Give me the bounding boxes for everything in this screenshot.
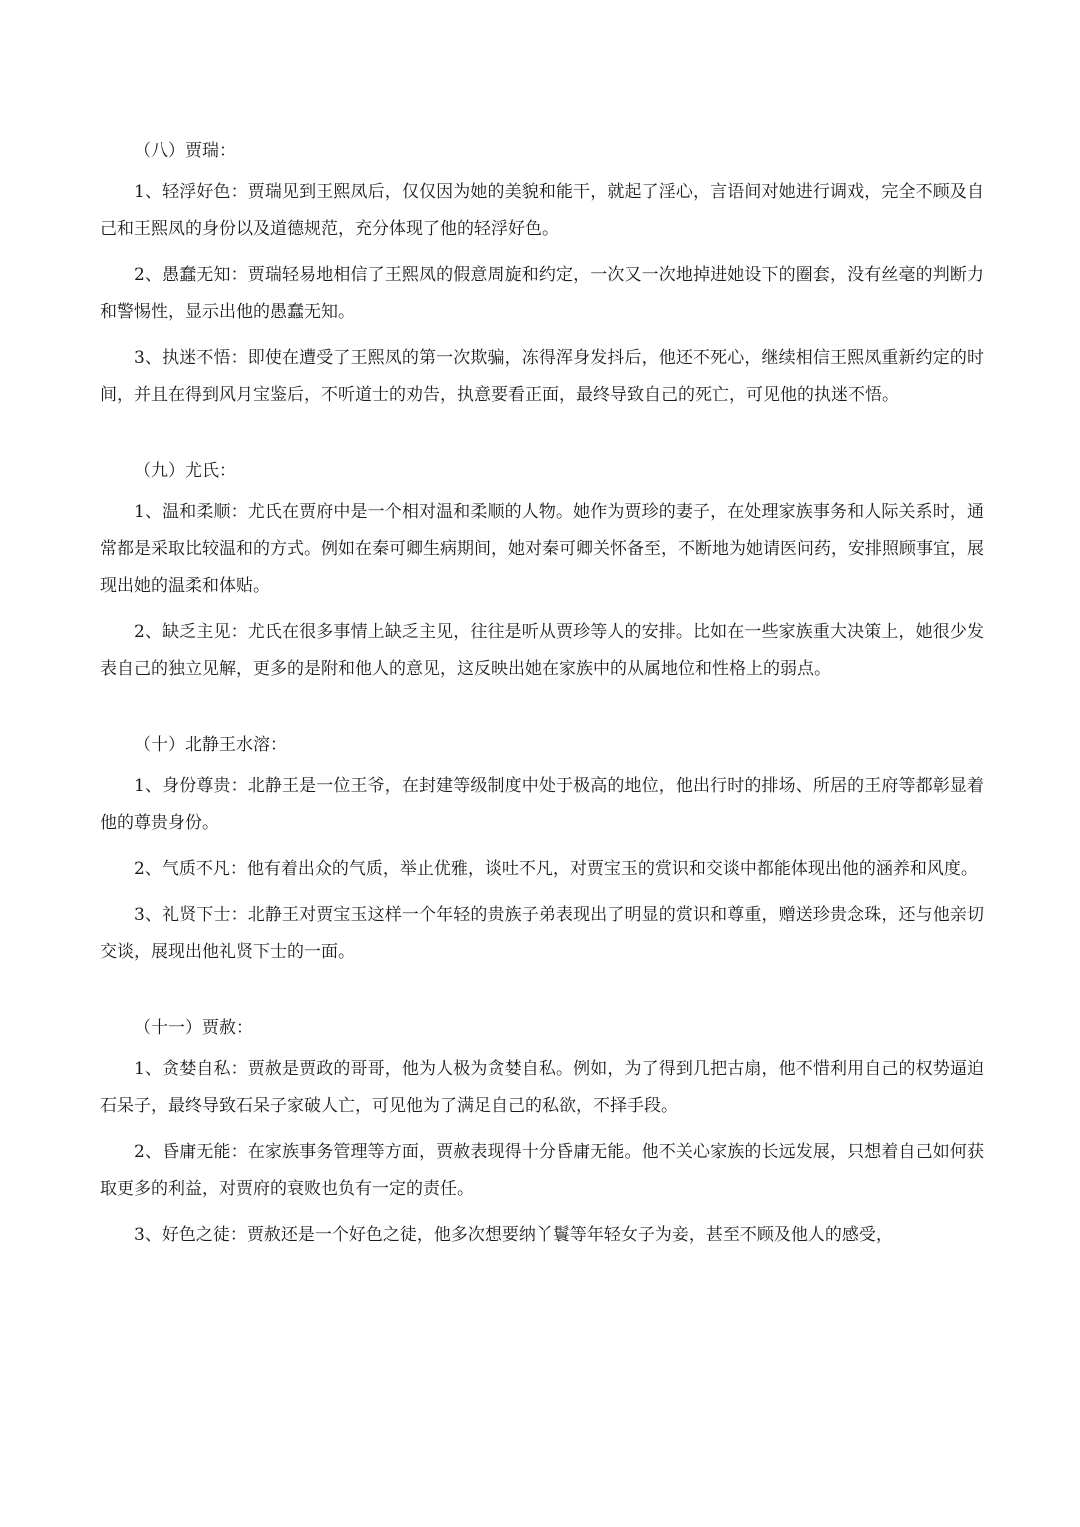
document-page	[100, 128, 984, 1288]
section-heading: （八）贾瑞：	[134, 141, 236, 161]
section-heading: （十一）贾赦：	[134, 1018, 253, 1038]
paragraph: 2、缺乏主见：尤氏在很多事情上缺乏主见，往往是听从贾珍等人的安排。比如在一些家族重大决策上，她很少发表自己的独立见解，更多的是附和他人的意见，这反映出她在家族中的从属地位和性格上的弱点。	[100, 622, 984, 679]
section-bei-jing-wang	[100, 722, 984, 971]
paragraph: 3、礼贤下士：北静王对贾宝玉这样一个年轻的贵族子弟表现出了明显的赏识和尊重，赠送珍贵念珠，还与他亲切交谈，展现出他礼贤下士的一面。	[100, 905, 984, 962]
paragraph: 3、执迷不悟：即使在遭受了王熙凤的第一次欺骗，冻得浑身发抖后，他还不死心，继续相信王熙凤重新约定的时间，并且在得到风月宝鉴后，不听道士的劝告，执意要看正面，最终导致自己的死亡，可见他的执迷不悟。	[100, 348, 984, 405]
paragraph: 3、好色之徒：贾赦还是一个好色之徒，他多次想要纳丫鬟等年轻女子为妾，甚至不顾及他人的感受，	[134, 1225, 893, 1245]
paragraph: 2、昏庸无能：在家族事务管理等方面，贾赦表现得十分昏庸无能。他不关心家族的长远发展，只想着自己如何获取更多的利益，对贾府的衰败也负有一定的责任。	[100, 1142, 984, 1199]
section-heading: （十）北静王水溶：	[134, 735, 287, 755]
paragraph: 1、温和柔顺：尤氏在贾府中是一个相对温和柔顺的人物。她作为贾珍的妻子，在处理家族事务和人际关系时，通常都是采取比较温和的方式。例如在秦可卿生病期间，她对秦可卿关怀备至，不断地为她请医问药，安排照顾事宜，展现出她的温柔和体贴。	[100, 502, 984, 596]
section-jia-she	[100, 1005, 984, 1254]
paragraph: 1、身份尊贵：北静王是一位王爷，在封建等级制度中处于极高的地位，他出行时的排场、所居的王府等都彰显着他的尊贵身份。	[100, 776, 984, 833]
paragraph: 2、愚蠢无知：贾瑞轻易地相信了王熙凤的假意周旋和约定，一次又一次地掉进她设下的圈套，没有丝毫的判断力和警惕性，显示出他的愚蠢无知。	[100, 265, 984, 322]
section-you-shi	[100, 448, 984, 688]
section-heading: （九）尤氏：	[134, 461, 236, 481]
paragraph: 1、轻浮好色：贾瑞见到王熙凤后，仅仅因为她的美貌和能干，就起了淫心，言语间对她进行调戏，完全不顾及自己和王熙凤的身份以及道德规范，充分体现了他的轻浮好色。	[100, 182, 984, 239]
paragraph: 1、贪婪自私：贾赦是贾政的哥哥，他为人极为贪婪自私。例如，为了得到几把古扇，他不惜利用自己的权势逼迫石呆子，最终导致石呆子家破人亡，可见他为了满足自己的私欲，不择手段。	[100, 1059, 984, 1116]
section-jia-rui	[100, 128, 984, 414]
paragraph: 2、气质不凡：他有着出众的气质，举止优雅，谈吐不凡，对贾宝玉的赏识和交谈中都能体现出他的涵养和风度。	[134, 859, 978, 879]
